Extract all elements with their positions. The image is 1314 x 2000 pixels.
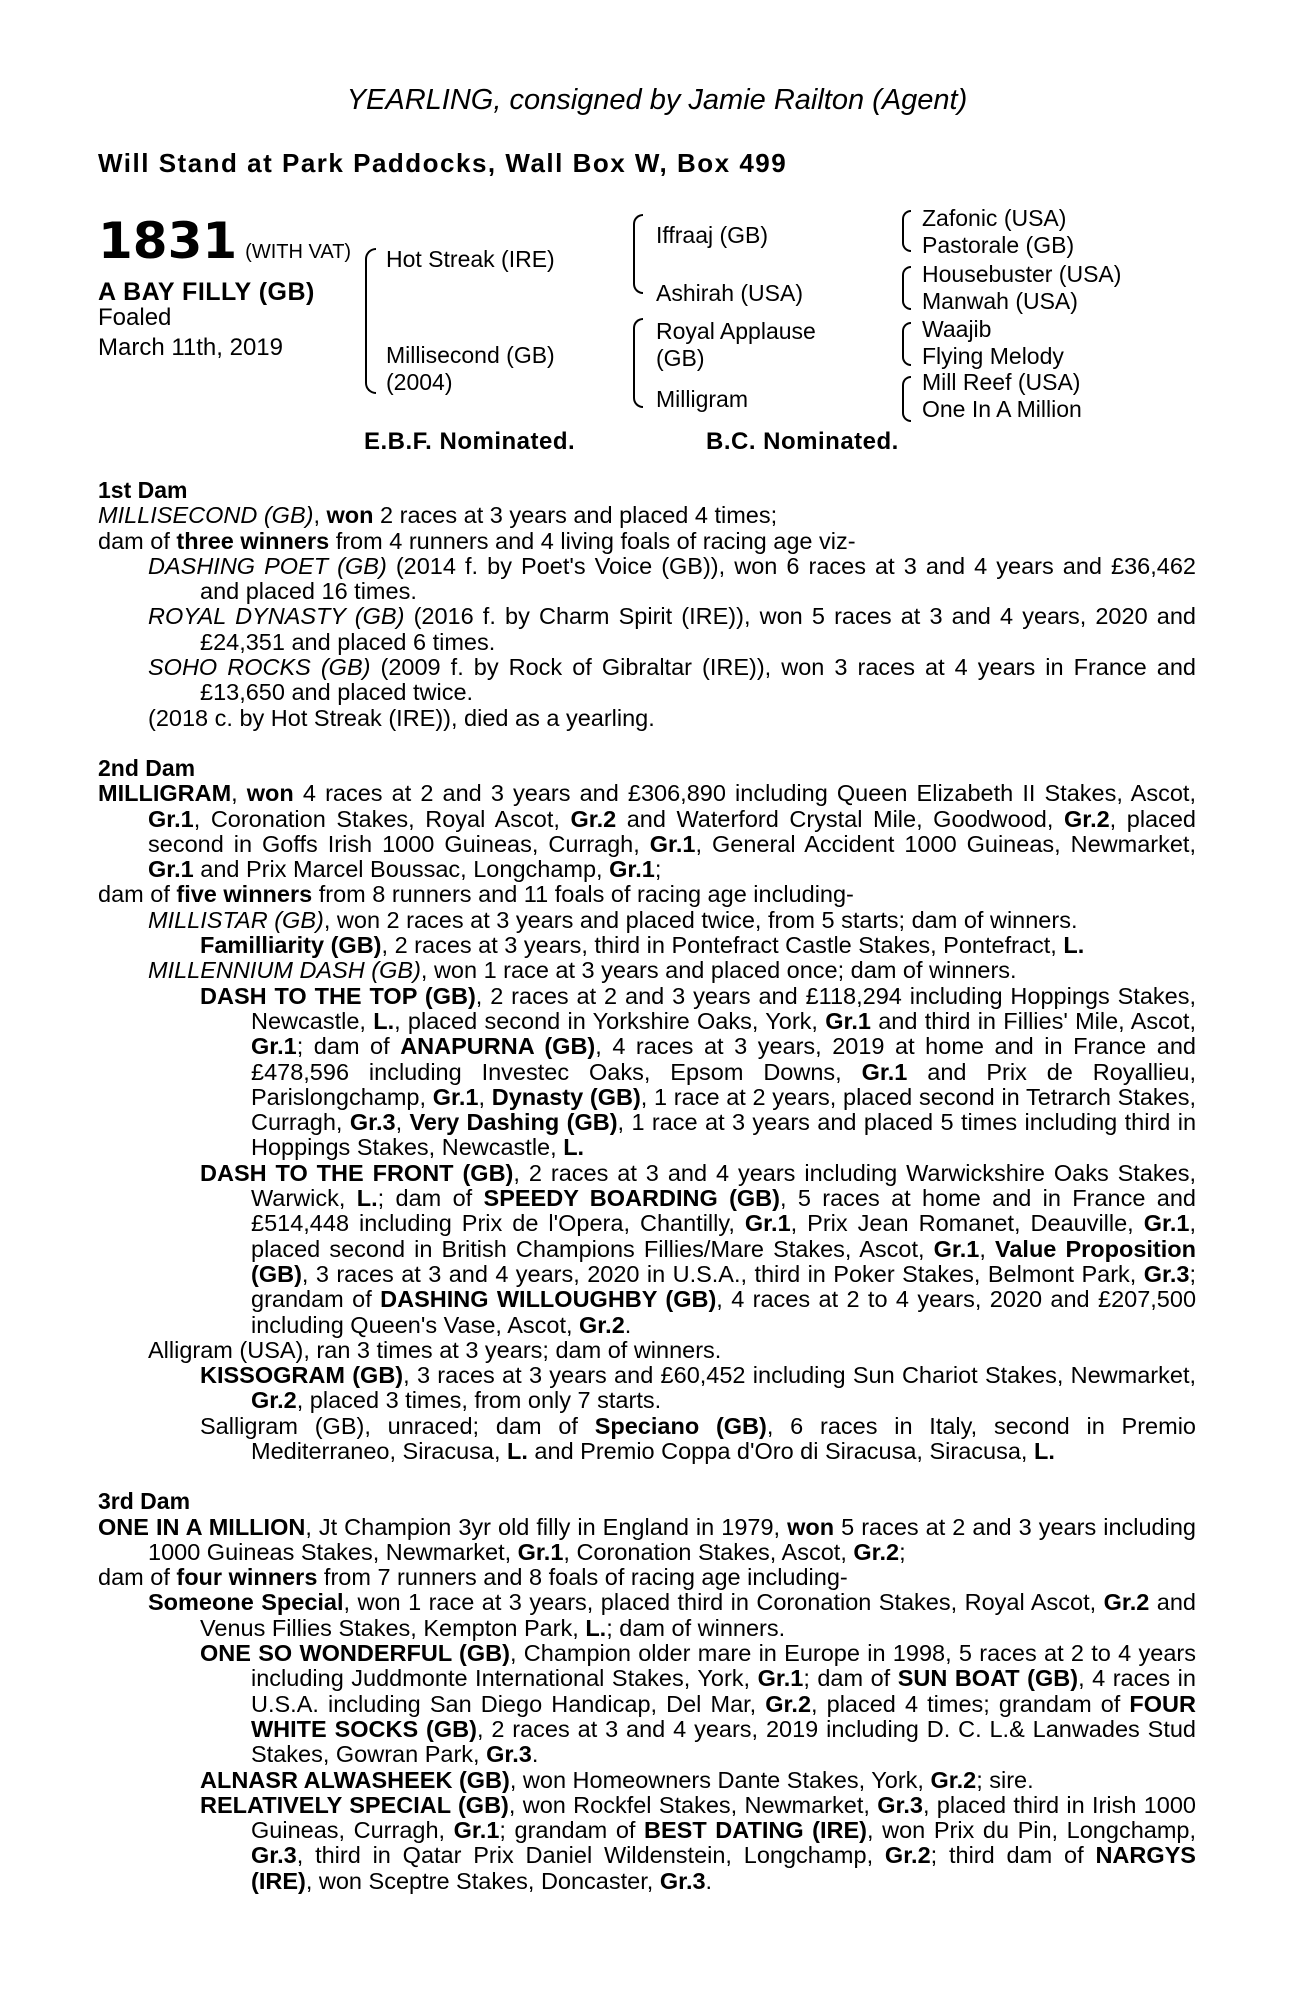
horse-name: A BAY FILLY (GB) [98, 278, 315, 306]
brace-gen3-4 [902, 376, 911, 422]
second-dam-heading: 2nd Dam [98, 754, 196, 781]
text-run: 5 races at 2 and 3 years including 1000 Guineas Stakes, Newmarket, [148, 1513, 1196, 1565]
text-run: 2 races at 3 years and placed 4 times; [373, 502, 778, 529]
text-run: , 1 race at 3 years and placed 5 times including third in Hoppings Stakes, Newcastle, [251, 1109, 1197, 1161]
bold-text: RELATIVELY SPECIAL (GB) [200, 1791, 509, 1818]
second-dam-intro [98, 781, 1196, 882]
brace-gen3-3 [902, 322, 911, 366]
text-run: , Prix Jean Romanet, Deauville, [790, 1210, 1144, 1237]
text-run: , [478, 1083, 492, 1110]
bold-text: SPEEDY BOARDING (GB) [483, 1185, 780, 1212]
text-run: , third in Qatar Prix Daniel Wildenstein, Longchamp, [296, 1842, 885, 1869]
bold-text: BEST DATING (IRE) [644, 1817, 868, 1844]
lot-number-line [98, 212, 351, 270]
bold-text: Gr.2 [1063, 805, 1110, 832]
first-dam-heading: 1st Dam [98, 477, 188, 503]
text-run: , placed second in Goffs Irish 1000 Guineas, Curragh, [148, 805, 1197, 857]
pedigree-dam [386, 342, 555, 396]
brace-gen3-2 [902, 266, 911, 310]
pedigree-sire-sire: Iffraaj (GB) [656, 222, 769, 248]
bold-text: Gr.2 [765, 1690, 812, 1717]
pedigree-sss: Zafonic (USA) [922, 205, 1067, 231]
foaled-date: March 11th, 2019 [98, 334, 284, 361]
pedigree-dam-year: (2004) [386, 369, 453, 395]
text-run: , 4 races at 3 years, 2019 at home and in France and £478,596 including Investec Oaks, Epsom Downs, [251, 1033, 1196, 1085]
italic-name: SOHO ROCKS (GB) [148, 654, 371, 681]
pedigree-dss: Waajib [922, 316, 992, 342]
bold-text: Gr.2 [1103, 1589, 1150, 1616]
text-run: and Venus Fillies Stakes, Kempton Park, [200, 1589, 1196, 1641]
text-run: and Prix Marcel Boussac, Longchamp, [193, 856, 610, 883]
text-run: . [531, 1741, 539, 1768]
italic-name: MILLENNIUM DASH (GB) [148, 957, 421, 984]
text-run: , 5 races at home and in France and £514,448 including Prix de l'Opera, Chantilly, [251, 1185, 1196, 1237]
italic-name: MILLISECOND (GB) [98, 502, 314, 529]
text-run: , [231, 780, 247, 807]
pedigree-sire: Hot Streak (IRE) [386, 246, 555, 272]
text-run: ; [899, 1538, 906, 1565]
text-run: , won 1 race at 3 years and placed once; dam of winners. [420, 957, 1017, 984]
text-run: , 2 races at 3 and 4 years including Warwickshire Oaks Stakes, Warwick, [251, 1159, 1197, 1212]
bold-text: Gr.1 [861, 1058, 908, 1085]
text-run: , General Accident 1000 Guineas, Newmarket, [695, 830, 1196, 857]
bold-text: Gr.1 [251, 1033, 297, 1060]
text-run: , won Sceptre Stakes, Doncaster, [305, 1867, 660, 1894]
ebf-nominated: E.B.F. Nominated. [364, 428, 576, 455]
pedigree-sds: Housebuster (USA) [922, 261, 1122, 287]
page-title: YEARLING, consigned by Jamie Railton (Agent) [346, 84, 968, 116]
bold-text: L. [1033, 1437, 1055, 1464]
text-run: ; dam of [803, 1665, 898, 1692]
spacer [98, 1464, 1196, 1489]
text-run: and Premio Coppa d'Oro di Siracusa, Siracusa, [527, 1437, 1034, 1464]
bold-text: three winners [176, 527, 330, 554]
bold-text: L. [1063, 932, 1085, 959]
first-dam-dam-of [98, 529, 1196, 554]
text-run: , placed second in Yorkshire Oaks, York, [394, 1007, 826, 1034]
text-run: , 2 races at 3 and 4 years, 2019 including D. C. L.& Lanwades Stud Stakes, Gowran Park, [251, 1715, 1196, 1768]
third-dam-entry-2 [98, 1641, 1196, 1767]
bold-text: ALNASR ALWASHEEK (GB) [200, 1766, 510, 1793]
bold-text: Very Dashing (GB) [409, 1109, 618, 1136]
text-run: from 7 runners and 8 foals of racing age including- [317, 1564, 848, 1591]
text-run: , placed 3 times, from only 7 starts. [296, 1387, 662, 1414]
text-run: . [705, 1867, 713, 1894]
bold-text: Gr.3 [659, 1867, 706, 1894]
third-dam-entry-3 [98, 1768, 1196, 1793]
text-run: Alligram (USA), ran 3 times at 3 years; dam of winners. [148, 1336, 722, 1363]
bold-text: L. [563, 1134, 585, 1161]
bold-text: Gr.2 [570, 805, 617, 832]
first-dam-progeny-4 [98, 706, 1196, 731]
bold-text: Gr.2 [930, 1766, 977, 1793]
second-dam-entry-5 [98, 1161, 1196, 1338]
third-dam-heading: 3rd Dam [98, 1488, 191, 1515]
second-dam-entry-8 [98, 1414, 1196, 1465]
pedigree-dam-sire-origin: (GB) [656, 345, 705, 371]
bold-text: NARGYS (IRE) [251, 1842, 1196, 1894]
text-run: , 4 races at 2 to 4 years, 2020 and £207,500 including Queen's Vase, Ascot, [251, 1286, 1197, 1338]
bold-text: Gr.3 [1143, 1260, 1190, 1287]
text-run: , [979, 1235, 995, 1262]
bold-text: L. [373, 1007, 395, 1034]
bold-text: DASH TO THE TOP (GB) [200, 982, 476, 1009]
bold-text: Gr.1 [517, 1538, 564, 1565]
text-run: Salligram (GB), unraced; dam of [200, 1412, 595, 1439]
bold-text: Gr.1 [609, 856, 655, 883]
bold-text: Gr.1 [148, 856, 194, 883]
pedigree-ssd: Pastorale (GB) [922, 232, 1075, 258]
text-run: , 4 races in U.S.A. including San Diego Handicap, Del Mar, [251, 1665, 1196, 1717]
spacer [98, 731, 1196, 756]
bc-nominated: B.C. Nominated. [706, 428, 899, 455]
third-dam-entry-1 [98, 1590, 1196, 1641]
bold-text: Gr.3 [486, 1741, 532, 1768]
stand-location: Will Stand at Park Paddocks, Wall Box W, Box 499 [98, 148, 788, 178]
text-run: , 3 races at 3 years and £60,452 including Sun Chariot Stakes, Newmarket, [403, 1362, 1197, 1389]
brace-gen1 [365, 248, 376, 394]
pedigree-dam-dam: Milligram [656, 386, 748, 412]
bold-text: ONE SO WONDERFUL (GB) [200, 1640, 510, 1667]
italic-name: DASHING POET (GB) [148, 552, 387, 579]
bold-text: Gr.1 [1143, 1210, 1190, 1237]
text-run: , won 1 race at 3 years, placed third in Coronation Stakes, Royal Ascot, [343, 1589, 1104, 1616]
pedigree-gen3-3 [922, 316, 1064, 370]
pedigree-dam-sire-name: Royal Applause [656, 318, 816, 344]
bold-text: Gr.2 [579, 1311, 625, 1338]
bold-text: Gr.1 [649, 830, 696, 857]
bold-text: Familliarity (GB) [200, 932, 382, 959]
lot-number: 1831 [98, 212, 238, 270]
pedigree-dds: Mill Reef (USA) [922, 369, 1081, 395]
bold-text: DASHING WILLOUGHBY (GB) [380, 1286, 717, 1313]
text-run: ; third dam of [930, 1842, 1096, 1869]
bold-text: Gr.1 [757, 1665, 804, 1692]
third-dam-intro [98, 1515, 1196, 1566]
text-run: , 6 races in Italy, second in Premio Mediterraneo, Siracusa, [251, 1412, 1196, 1464]
text-run: and Waterford Crystal Mile, Goodwood, [616, 805, 1064, 832]
bold-text: Gr.2 [853, 1538, 900, 1565]
foaled-label: Foaled [98, 304, 172, 331]
pedigree-dam-sire [656, 318, 816, 372]
pedigree-sdd: Manwah (USA) [922, 288, 1078, 314]
vat-label: (WITH VAT) [245, 241, 352, 263]
first-dam-progeny-1 [98, 554, 1196, 605]
bold-text: Gr.1 [432, 1083, 479, 1110]
second-dam-entry-3 [98, 958, 1196, 983]
bold-text: four winners [176, 1564, 318, 1591]
text-run: , [313, 502, 327, 529]
bold-text: Gr.2 [251, 1387, 297, 1414]
bold-text: L. [356, 1185, 378, 1212]
bold-text: Gr.1 [148, 805, 194, 832]
text-run: , Coronation Stakes, Royal Ascot, [193, 805, 571, 832]
third-dam-dam-of [98, 1565, 1196, 1590]
text-run: dam of [98, 1564, 177, 1591]
bold-text: five winners [176, 881, 313, 908]
text-run: , placed 4 times; grandam of [811, 1690, 1130, 1717]
bold-text: L. [507, 1437, 528, 1464]
second-dam-entry-1 [98, 908, 1196, 933]
text-run: . [624, 1311, 632, 1338]
bold-text: Gr.1 [825, 1007, 871, 1034]
catalogue-body [98, 478, 1196, 1894]
pedigree-sire-dam: Ashirah (USA) [656, 280, 803, 306]
foaled-info [98, 303, 283, 363]
pedigree-dam-name: Millisecond (GB) [386, 342, 555, 368]
bold-text: Gr.3 [877, 1791, 923, 1818]
pedigree-gen3-4 [922, 369, 1082, 423]
text-run: and third in Fillies' Mile, Ascot, [870, 1007, 1196, 1034]
text-run: , Coronation Stakes, Ascot, [563, 1538, 854, 1565]
text-run: ; dam of winners. [606, 1614, 786, 1641]
text-run: ; dam of [377, 1185, 484, 1212]
bold-text: Gr.1 [744, 1210, 791, 1237]
text-run: 4 races at 2 and 3 years and £306,890 including Queen Elizabeth II Stakes, Ascot, [293, 780, 1196, 807]
bold-text: won [326, 502, 374, 529]
text-run: , 3 races at 3 and 4 years, 2020 in U.S.A., third in Poker Stakes, Belmont Park, [301, 1260, 1144, 1287]
text-run: , placed third in Irish 1000 Guineas, Curragh, [251, 1791, 1196, 1844]
brace-gen3-1 [902, 210, 911, 252]
second-dam-dam-of [98, 882, 1196, 907]
text-run: , won Rockfel Stakes, Newmarket, [508, 1791, 878, 1818]
bold-text: Value Proposition (GB) [251, 1235, 1196, 1287]
bold-text: won [246, 780, 294, 807]
pedigree-gen3-1 [922, 205, 1074, 259]
text-run: and Prix de Royallieu, Parislongchamp, [251, 1058, 1196, 1110]
first-dam-progeny-2 [98, 604, 1196, 655]
bold-text: Gr.2 [884, 1842, 931, 1869]
bold-text: MILLIGRAM [98, 780, 232, 807]
text-run: (2014 f. by Poet's Voice (GB)), won 6 races at 3 and 4 years and £36,462 and placed 16 times. [200, 552, 1196, 605]
bold-text: DASH TO THE FRONT (GB) [200, 1159, 514, 1186]
text-run: , Jt Champion 3yr old filly in England in 1979, [305, 1513, 788, 1540]
text-run: , won Prix du Pin, Longchamp, [867, 1817, 1197, 1844]
bold-text: ANAPURNA (GB) [400, 1033, 596, 1060]
bold-text: won [787, 1513, 835, 1540]
bold-text: Speciano (GB) [594, 1412, 767, 1439]
first-dam-progeny-3 [98, 655, 1196, 706]
text-run: ; grandam of [251, 1260, 1196, 1313]
bold-text: Gr.3 [349, 1109, 396, 1136]
text-run: ; grandam of [499, 1817, 645, 1844]
bold-text: ONE IN A MILLION [98, 1513, 306, 1540]
bold-text: Gr.3 [251, 1842, 297, 1869]
text-run: dam of [98, 881, 177, 908]
pedigree-ddd: One In A Million [922, 396, 1082, 422]
second-dam-entry-2 [98, 933, 1196, 958]
pedigree-dsd: Flying Melody [922, 343, 1064, 369]
text-run: , 2 races at 2 and 3 years and £118,294 including Hoppings Stakes, Newcastle, [251, 982, 1196, 1034]
bold-text: Gr.1 [453, 1817, 500, 1844]
text-run: (2016 f. by Charm Spirit (IRE)), won 5 races at 3 and 4 years, 2020 and £24,351 and placed 6 times. [200, 603, 1196, 655]
second-dam-entry-6 [98, 1338, 1196, 1363]
text-run: from 8 runners and 11 foals of racing age including- [312, 881, 854, 908]
text-run: , 1 race at 2 years, placed second in Tetrarch Stakes, Curragh, [251, 1083, 1196, 1136]
text-run: , won Homeowners Dante Stakes, York, [509, 1766, 931, 1793]
text-run: dam of [98, 527, 177, 554]
text-run: (2018 c. by Hot Streak (IRE)), died as a yearling. [148, 704, 655, 731]
bold-text: SUN BOAT (GB) [897, 1665, 1079, 1692]
text-run: ; sire. [976, 1766, 1034, 1793]
second-dam-entry-4 [98, 984, 1196, 1161]
third-dam-entry-4 [98, 1793, 1196, 1894]
text-run: , Champion older mare in Europe in 1998, 5 races at 2 to 4 years including Juddmonte International Stakes, York, [251, 1640, 1196, 1692]
bold-text: FOUR WHITE SOCKS (GB) [251, 1690, 1196, 1742]
text-run: , 2 races at 3 years, third in Pontefract Castle Stakes, Pontefract, [381, 932, 1064, 959]
text-run: , placed second in British Champions Fillies/Mare Stakes, Ascot, [251, 1210, 1196, 1262]
brace-gen2-sire [633, 214, 643, 294]
bold-text: Someone Special [148, 1589, 344, 1616]
text-run: , won 2 races at 3 years and placed twice, from 5 starts; dam of winners. [323, 906, 1078, 933]
pedigree-gen3-2 [922, 261, 1121, 315]
bold-text: Gr.1 [933, 1235, 980, 1262]
bold-text: Dynasty (GB) [491, 1083, 641, 1110]
text-run: ; [654, 856, 662, 883]
second-dam-entry-7 [98, 1363, 1196, 1414]
italic-name: ROYAL DYNASTY (GB) [148, 603, 405, 630]
text-run: ; dam of [296, 1033, 401, 1060]
text-run: (2009 f. by Rock of Gibraltar (IRE)), won 3 races at 4 years in France and £13,650 and placed twice. [200, 654, 1196, 706]
text-run: , [395, 1109, 410, 1136]
text-run: from 4 runners and 4 living foals of racing age viz- [329, 527, 856, 554]
bold-text: KISSOGRAM (GB) [200, 1362, 404, 1389]
italic-name: MILLISTAR (GB) [148, 906, 324, 933]
bold-text: L. [585, 1614, 607, 1641]
first-dam-intro [98, 503, 1196, 528]
brace-gen2-dam [633, 318, 643, 408]
